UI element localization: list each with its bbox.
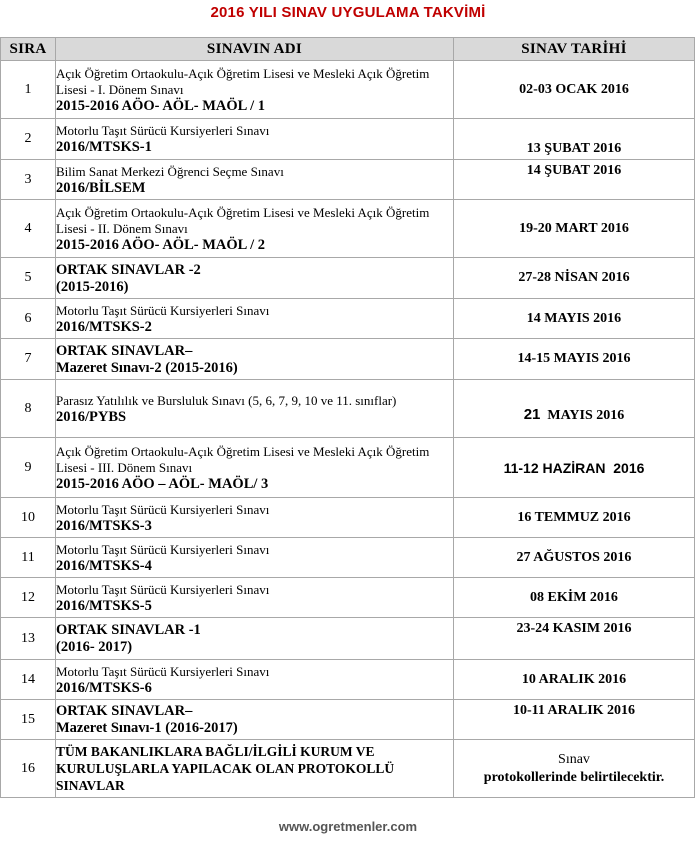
exam-code: (2015-2016) (56, 278, 129, 295)
table-row (1, 339, 695, 380)
exam-name: ORTAK SINAVLAR -1 (56, 622, 201, 638)
row-number: 15 (1, 700, 56, 740)
exam-code: 2016/MTSKS-3 (56, 517, 152, 534)
table-row (1, 299, 695, 339)
table-row (1, 438, 695, 498)
exam-code: 2016/MTSKS-2 (56, 318, 152, 335)
table-row (1, 119, 695, 160)
exam-code: 2015-2016 AÖO- AÖL- MAÖL / 1 (56, 97, 266, 114)
exam-name: Bilim Sanat Merkezi Öğrenci Seçme Sınavı (56, 163, 284, 179)
exam-name: Motorlu Taşıt Sürücü Kursiyerleri Sınavı (56, 541, 270, 557)
exam-name: Motorlu Taşıt Sürücü Kursiyerleri Sınavı (56, 663, 270, 679)
exam-name: Motorlu Taşıt Sürücü Kursiyerleri Sınavı (56, 581, 270, 597)
exam-name-cell (56, 380, 454, 438)
exam-date (454, 740, 695, 798)
exam-code: 2016/MTSKS-4 (56, 557, 152, 574)
exam-date: 16 TEMMUZ 2016 (454, 498, 695, 538)
exam-date: 19-20 MART 2016 (454, 200, 695, 258)
exam-name: ORTAK SINAVLAR -2 (56, 261, 201, 278)
header-sinav-tarihi: SINAV TARİHİ (454, 38, 695, 61)
exam-date: 27-28 NİSAN 2016 (454, 258, 695, 299)
exam-name-cell (56, 740, 454, 798)
exam-name-cell (56, 538, 454, 578)
exam-name-cell (56, 578, 454, 618)
table-row (1, 538, 695, 578)
row-number: 5 (1, 258, 56, 299)
exam-name-cell (56, 119, 454, 160)
table-row (1, 740, 695, 798)
exam-code: Mazeret Sınavı-2 (2015-2016) (56, 359, 238, 376)
table-row (1, 160, 695, 200)
row-number: 7 (1, 339, 56, 380)
exam-date-line1: Sınav (558, 751, 590, 767)
exam-date: 10 ARALIK 2016 (454, 660, 695, 700)
exam-code: 2016/BİLSEM (56, 179, 146, 196)
row-number: 16 (1, 740, 56, 798)
header-sinavin-adi: SINAVIN ADI (56, 38, 454, 61)
exam-name-cell (56, 258, 454, 299)
exam-name-cell (56, 339, 454, 380)
table-row (1, 61, 695, 119)
row-number: 14 (1, 660, 56, 700)
row-number: 2 (1, 119, 56, 160)
exam-date: 23-24 KASIM 2016 (454, 618, 695, 660)
exam-code: 2016/MTSKS-5 (56, 597, 152, 614)
table-row (1, 200, 695, 258)
exam-date: 14-15 MAYIS 2016 (454, 339, 695, 380)
exam-date-line2: protokollerinde belirtilecektir. (483, 769, 665, 785)
exam-name-cell (56, 160, 454, 200)
row-number: 11 (1, 538, 56, 578)
table-row (1, 660, 695, 700)
exam-date: 14 ŞUBAT 2016 (454, 160, 695, 200)
exam-name: Açık Öğretim Ortaokulu-Açık Öğretim Lisesi ve Mesleki Açık Öğretim Lisesi - II. Dönem Sınavı (56, 204, 430, 236)
table-row (1, 498, 695, 538)
row-number: 8 (1, 380, 56, 438)
exam-name: TÜM BAKANLIKLARA BAĞLI/İLGİLİ KURUM VE KURULUŞLARLA YAPILACAK OLAN PROTOKOLLÜ SINAVLAR (56, 744, 395, 793)
row-number: 9 (1, 438, 56, 498)
exam-date-month: MAYIS 2016 (547, 407, 625, 423)
row-number: 12 (1, 578, 56, 618)
header-sira: SIRA (1, 38, 56, 61)
exam-date: 14 MAYIS 2016 (454, 299, 695, 339)
exam-date: 02-03 OCAK 2016 (454, 61, 695, 119)
row-number: 1 (1, 61, 56, 119)
exam-name: ORTAK SINAVLAR– (56, 342, 193, 359)
exam-name-cell (56, 498, 454, 538)
table-row (1, 380, 695, 438)
exam-name-cell (56, 299, 454, 339)
exam-name: ORTAK SINAVLAR– (56, 703, 193, 719)
exam-name: Açık Öğretim Ortaokulu-Açık Öğretim Lisesi ve Mesleki Açık Öğretim Lisesi - III. Dönem Sınavı (56, 443, 430, 475)
row-number: 6 (1, 299, 56, 339)
exam-name-cell (56, 700, 454, 740)
exam-code: 2016/PYBS (56, 408, 127, 425)
exam-date (454, 380, 695, 438)
exam-name-cell (56, 200, 454, 258)
exam-name-cell (56, 660, 454, 700)
exam-name: Motorlu Taşıt Sürücü Kursiyerleri Sınavı (56, 501, 270, 517)
exam-date: 10-11 ARALIK 2016 (454, 700, 695, 740)
exam-name-cell (56, 618, 454, 660)
exam-date-day: 21 (523, 405, 541, 423)
exam-code: 2015-2016 AÖO – AÖL- MAÖL/ 3 (56, 475, 269, 492)
row-number: 10 (1, 498, 56, 538)
row-number: 13 (1, 618, 56, 660)
exam-date: 27 AĞUSTOS 2016 (454, 538, 695, 578)
exam-name: Motorlu Taşıt Sürücü Kursiyerleri Sınavı (56, 302, 270, 318)
table-row (1, 618, 695, 660)
exam-name: Açık Öğretim Ortaokulu-Açık Öğretim Lisesi ve Mesleki Açık Öğretim Lisesi - I. Dönem Sınavı (56, 65, 430, 97)
page-title: 2016 YILI SINAV UYGULAMA TAKVİMİ (210, 4, 486, 21)
exam-code: Mazeret Sınavı-1 (2016-2017) (56, 720, 238, 736)
exam-name: Parasız Yatılılık ve Bursluluk Sınavı (5, 6, 7, 9, 10 ve 11. sınıflar) (56, 392, 397, 408)
exam-code: 2015-2016 AÖO- AÖL- MAÖL / 2 (56, 236, 266, 253)
row-number: 3 (1, 160, 56, 200)
table-row (1, 700, 695, 740)
exam-schedule-table (0, 37, 695, 798)
exam-code: 2016/MTSKS-6 (56, 679, 152, 696)
exam-code: (2016- 2017) (56, 639, 133, 655)
exam-name-cell (56, 438, 454, 498)
exam-name: Motorlu Taşıt Sürücü Kursiyerleri Sınavı (56, 123, 270, 138)
exam-name-cell (56, 61, 454, 119)
table-row (1, 578, 695, 618)
exam-code: 2016/MTSKS-1 (56, 139, 152, 155)
exam-date: 08 EKİM 2016 (454, 578, 695, 618)
exam-date: 13 ŞUBAT 2016 (454, 119, 695, 160)
exam-date: 11-12 HAZİRAN 2016 (454, 438, 695, 498)
table-row (1, 258, 695, 299)
header-row (1, 38, 695, 61)
website-footer: www.ogretmenler.com (278, 819, 418, 834)
row-number: 4 (1, 200, 56, 258)
